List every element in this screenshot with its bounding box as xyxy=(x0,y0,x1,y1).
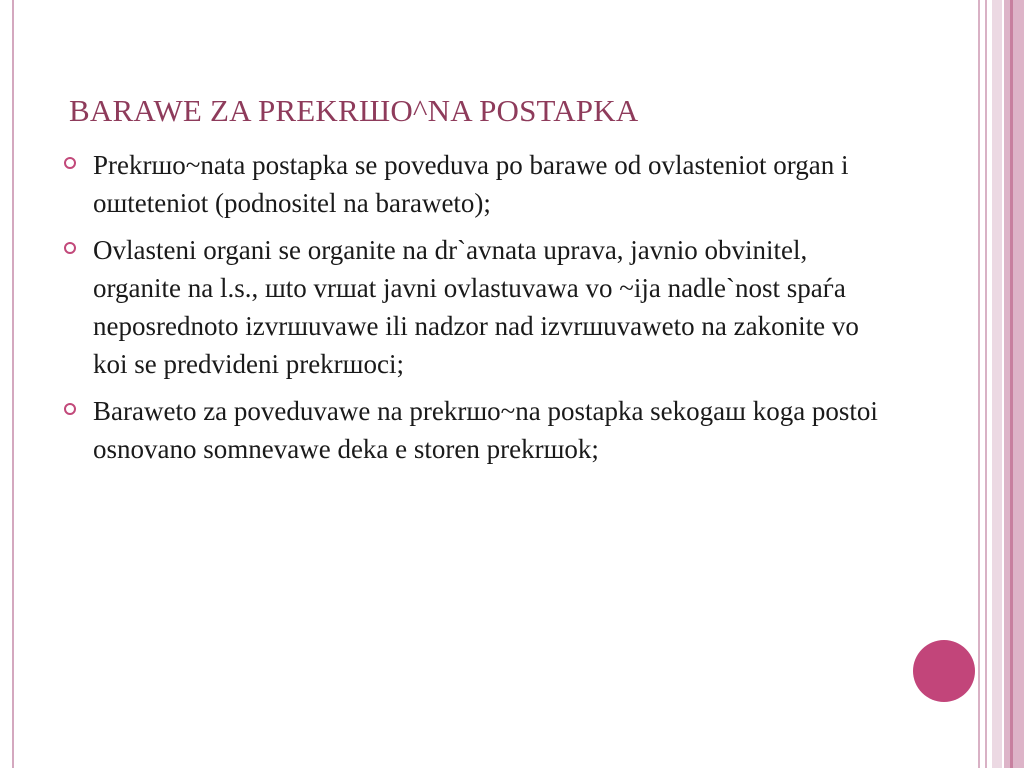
right-stripe-light xyxy=(992,0,1002,768)
right-stripe-dark xyxy=(1010,0,1013,768)
bullet-text: Prekrшo~nata postapka se poveduva po barawe od ovlasteniot organ i oшteteniot (podnositel na baraweto); xyxy=(93,150,849,218)
bullet-item xyxy=(60,231,880,383)
bullet-text: Ovlasteni organi se organite na dr`avnata uprava, javnio obvinitel, organite na l.s., шto vrшat javni ovlastuvawa vo ~ija nadle`nost spaѓa neposrednoto izvrшuvawe ili nadzor nad izvrшuvaweto na zakonite vo koi se predvideni prekrшoci; xyxy=(93,235,859,379)
bullet-list xyxy=(60,146,880,477)
bullet-text: Baraweto za poveduvawe na prekrшo~na postapka sekogaш koga postoi osnovano somnevawe deka e storen prekrшok; xyxy=(93,396,878,464)
circle-decoration xyxy=(913,640,975,702)
bullet-item xyxy=(60,392,880,468)
ring-bullet-icon xyxy=(64,157,76,169)
right-stripe-wide xyxy=(1004,0,1024,768)
right-stripe-thin-1 xyxy=(978,0,980,768)
right-stripe-thin-2 xyxy=(985,0,987,768)
ring-bullet-icon xyxy=(64,242,76,254)
ring-bullet-icon xyxy=(64,403,76,415)
left-frame-line xyxy=(12,0,14,768)
bullet-item xyxy=(60,146,880,222)
slide-title: BARAWE ZA PREKRШO^NA POSTAPKA xyxy=(69,93,639,128)
